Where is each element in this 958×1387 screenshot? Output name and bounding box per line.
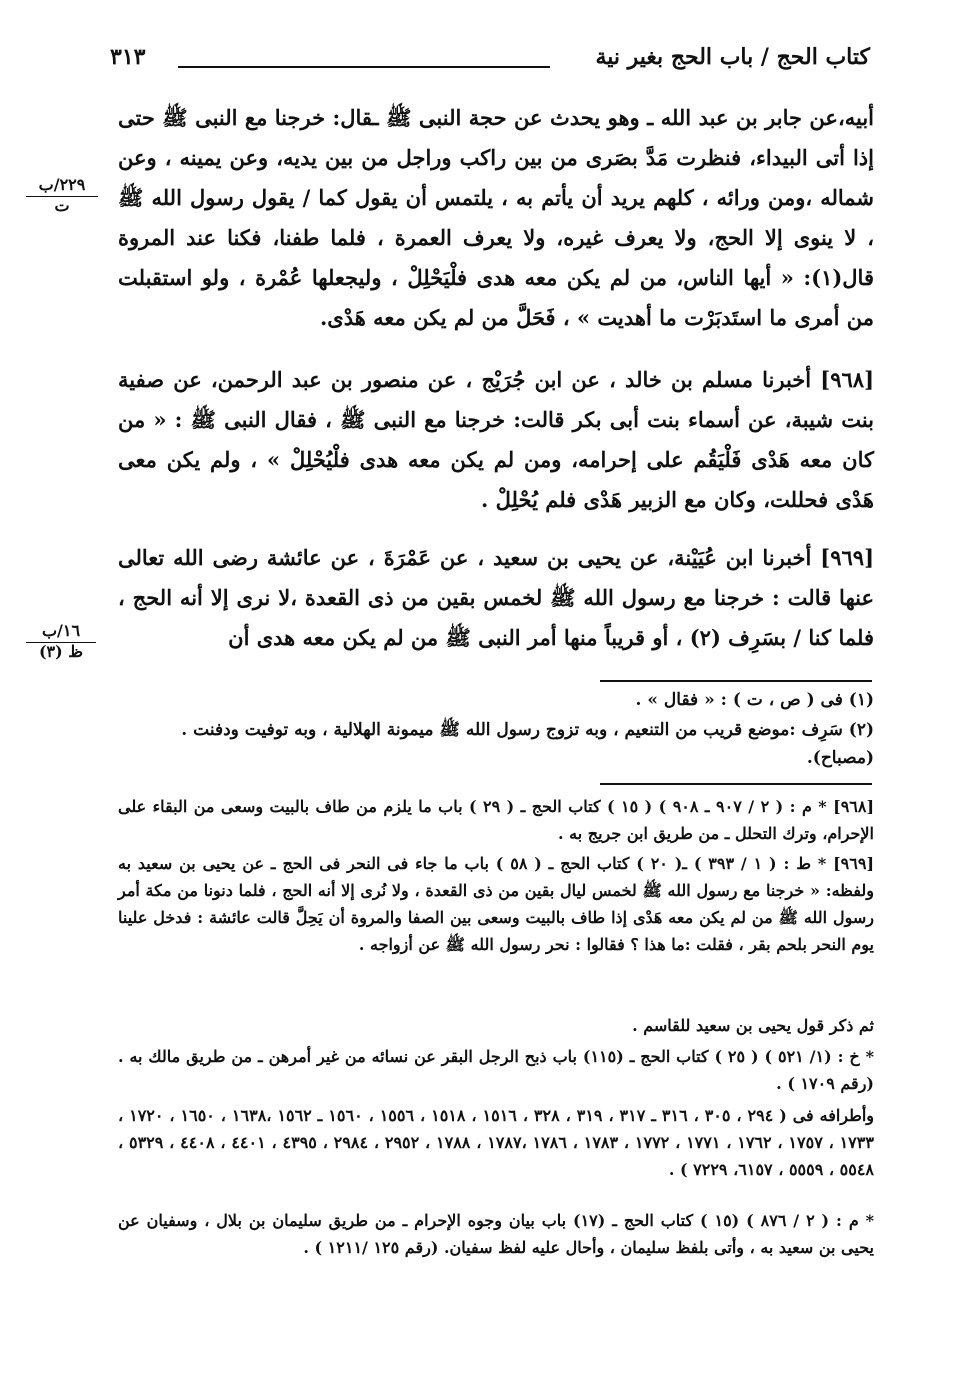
header-rule bbox=[178, 66, 550, 68]
source-note-bukhari: * خ : (١/ ٥٢١ ) ( ٢٥ ) كتاب الحج ـ (١١٥) باب ذبح الرجل البقر عن نسائه من غير أمرهن ـ من طريق مالك به . (رقم ١٧٠٩ ) . bbox=[118, 1047, 874, 1093]
hadith-number: [٩٦٨] bbox=[820, 367, 874, 392]
source-note-continuation: ثم ذكر قول يحيى بن سعيد للقاسم . bbox=[632, 1016, 874, 1035]
footnote-separator bbox=[600, 680, 872, 682]
source-note-969: [٩٦٩] * ط : ( ١ / ٣٩٣ ) ـ( ٢٠ ) كتاب الحج ـ ( ٥٨ ) باب ما جاء فى النحر فى الحج ـ عن يحيى بن سعيد به ولفظه: « خرجنا مع رسول الله ﷺ لخمس ليال بقين من ذى القعدة ، ولا نُرى إلا أنه الحج ، فلما دنونا من مكة أمر رسول الله ﷺ من لم يكن معه هَدْى إذا طاف بالبيت وسعى بين الصفا والمروة أن يَحِلَّ قالت عائشة : فدخل علينا يوم النحر بلحم بقر ، فقلت :ما هذا ؟ فقالوا : نحر رسول الله ﷺ عن أزواجه . bbox=[118, 854, 875, 954]
margin-note-siglum: ت bbox=[54, 196, 70, 215]
hadith-text: أخبرنا ابن عُيَيْنة، عن يحيى بن سعيد ، عن عَمْرَةَ ، عن عائشة رضى الله تعالى عنها قالت : خرجنا مع رسول الله ﷺ لخمس بقين من ذى القعدة ،لا نرى إلا أنه الحج ، فلما كنا / بسَرِف (٢) ، أو قريباً منها أمر النبى ﷺ من لم يكن معه هدى أن bbox=[118, 545, 874, 650]
source-note-968: [٩٦٨] * م : ( ٢ / ٩٠٧ ـ ٩٠٨ ) ( ١٥ ) كتاب الحج ـ ( ٢٩ ) باب ما يلزم من طاف بالبيت وسعى من البقاء على الإحرام، وترك التحلل ـ من طريق ابن جريج به . bbox=[118, 797, 875, 843]
page-number: ٣١٣ bbox=[110, 44, 146, 70]
body-paragraph-1: أبيه،عن جابر بن عبد الله ـ وهو يحدث عن حجة النبى ﷺ ـقال: خرجنا مع النبى ﷺ حتى إذا أتى البيداء، فنظرت مَدَّ بصَرى من بين راكب وراجل من بين يديه، وعن يمينه ، وعن شماله ،ومن ورائه ، كلهم يريد أن يأتم به ، يلتمس أن يقول كما / يقول رسول الله ﷺ ، لا ينوى إلا الحج، ولا يعرف غيره، ولا يعرف العمرة ، فلما طفنا، فكنا عند المروة قال(١): « أيها الناس، من لم يكن معه هدى فلْيَحْلِلْ ، وليجعلها عُمْرة ، ولو استقبلت من أمرى ما استَدبَرْت ما أهديت » ، فَحَلَّ من لم يكن معه هَدْى. bbox=[118, 105, 874, 330]
hadith-text: أخبرنا مسلم بن خالد ، عن ابن جُرَيْج ، عن منصور بن عبد الرحمن، عن صفية بنت شيبة، عن أسماء بنت أبى بكر قالت: خرجنا مع النبى ﷺ ، فقال النبى ﷺ : « من كان معه هَدْى فَلْيَقُم على إحرامه، ومن لم يكن معه هدى فلْيُحْلِلْ » ، ولم يكن معى هَدْى فحللت، وكان مع الزبير هَدْى فلم يُحْلِلْ . bbox=[118, 367, 874, 512]
footnote-1: (١) فى ( ص ، ت ) : « فقال » . bbox=[635, 690, 874, 710]
sources-separator bbox=[600, 783, 872, 785]
margin-note-folio: ١٦/ب bbox=[26, 622, 96, 643]
margin-note-folio: ٢٢٩/ب bbox=[26, 176, 98, 197]
running-title: كتاب الحج / باب الحج بغير نية bbox=[595, 44, 870, 70]
margin-note-manuscript-ref-1 bbox=[26, 176, 98, 215]
source-note-cross-references: وأطرافه فى ( ٢٩٤ ، ٣٠٥ ، ٣١٦ ـ ٣١٧ ، ٣١٩ ، ٣٢٨ ، ١٥١٦ ، ١٥١٨ ، ١٥٥٦ ، ١٥٦٠ ـ ١٥٦٢ ،١٦٣٨ ، ١٦٥٠ ، ١٧٢٠ ، ١٧٣٣ ، ١٧٥٧ ، ١٧٦٢ ، ١٧٧١ ، ١٧٧٢ ، ١٧٨٣ ، ١٧٨٦ ،١٧٨٧ ، ١٧٨٨ ، ٢٩٥٢ ، ٢٩٨٤ ، ٤٣٩٥ ، ٤٤٠١ ، ٤٤٠٨ ، ٥٣٢٩ ، ٥٥٤٨ ، ٥٥٥٩ ، ٦١٥٧، ٧٢٢٩ ) . bbox=[118, 1106, 875, 1179]
body-paragraph-969 bbox=[118, 538, 874, 658]
hadith-number: [٩٦٩] bbox=[820, 545, 875, 570]
body-paragraph-968 bbox=[118, 360, 874, 520]
margin-note-siglum: ظ (٣) bbox=[38, 642, 84, 661]
source-note-muslim: * م : ( ٢ / ٨٧٦ ) (١٥ ) كتاب الحج ـ (١٧) باب بيان وجوه الإحرام ـ من طريق سليمان بن بلال ، وسفيان عن يحيى بن سعيد به ، وأتى بلفظ سليمان ، وأحال عليه لفظ سفيان. (رقم ١٢٥ /١٢١١ ) . bbox=[118, 1211, 875, 1257]
footnote-2: (٢) سَرِف :موضع قريب من التنعيم ، وبه تزوج رسول الله ﷺ ميمونة الهلالية ، وبه توفيت ودفنت .(مصباح). bbox=[181, 720, 874, 768]
margin-note-manuscript-ref-2 bbox=[26, 622, 96, 661]
page-header bbox=[110, 40, 870, 90]
